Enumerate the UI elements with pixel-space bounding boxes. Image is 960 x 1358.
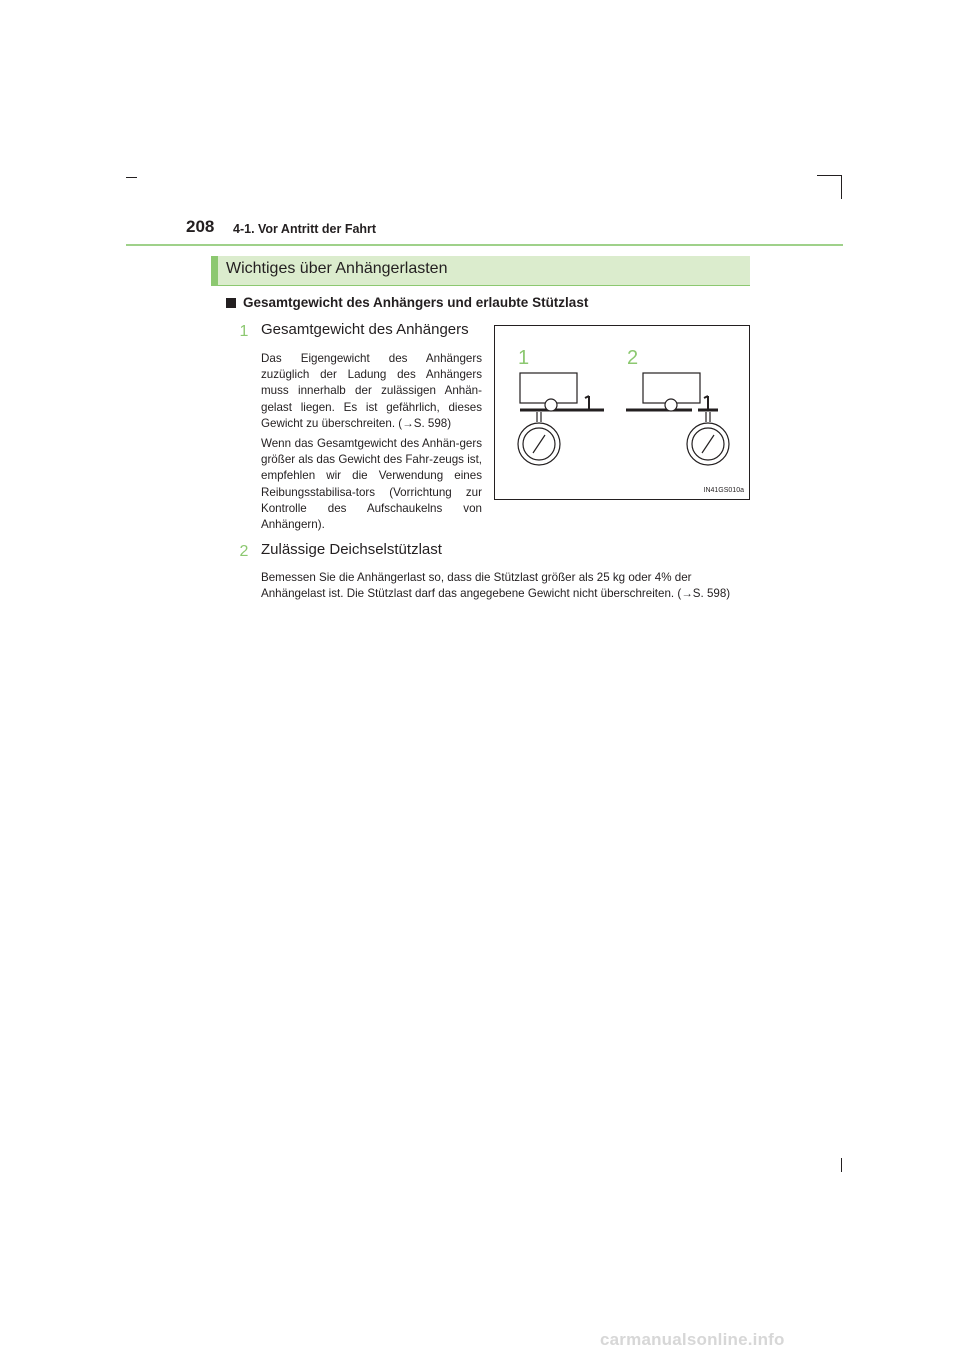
figure-label-1: 1 bbox=[518, 347, 530, 369]
item-1-paragraph-2: Wenn das Gesamtgewicht des Anhän-gers größer als das Gewicht des Fahr-zeugs ist, empfehlen wir die Verwendung eines Reibungsstabilisa-tors (Vorrichtung zur Kontrolle des Aufschaukelns von Anhängern). bbox=[261, 437, 483, 532]
item-1-paragraph-1: Das Eigengewicht des Anhängers zuzüglich der Ladung des Anhängers muss innerhalb der zulässigen Anhän-gelast liegen. Es ist gefährlich, dieses Gewicht zu überschreiten. (→S. 598) bbox=[261, 352, 482, 430]
item-number-2: 2 bbox=[239, 543, 249, 560]
crop-mark-top-right-h bbox=[817, 175, 842, 176]
trailer-total-weight-drawing bbox=[518, 373, 604, 465]
trailer-scale-illustration bbox=[495, 326, 749, 499]
item-number-1: 1 bbox=[239, 323, 249, 340]
section-title: Wichtiges über Anhängerlasten bbox=[226, 260, 448, 277]
trailer-wheel-1 bbox=[545, 399, 557, 411]
square-bullet-icon bbox=[226, 298, 236, 308]
figure-label-2: 2 bbox=[627, 347, 639, 369]
trailer-weight-figure bbox=[494, 325, 750, 500]
subsection-heading: Gesamtgewicht des Anhängers und erlaubte Stützlast bbox=[243, 295, 589, 310]
item-2-paragraph-1: Bemessen Sie die Anhängerlast so, dass die Stützlast größer als 25 kg oder 4% der Anhängelast ist. Die Stützlast darf das angegebene Gewicht nicht überschreiten. (→S. 598) bbox=[261, 571, 731, 601]
page-number: 208 bbox=[186, 217, 215, 236]
header-rule bbox=[126, 244, 843, 246]
tongue-weight-drawing bbox=[626, 373, 729, 465]
trailer-body-1 bbox=[520, 373, 577, 403]
item-title-1: Gesamtgewicht des Anhängers bbox=[261, 321, 469, 338]
trailer-wheel-2 bbox=[665, 399, 677, 411]
item-title-2: Zulässige Deichselstützlast bbox=[261, 541, 442, 558]
figure-code: IN41GS010a bbox=[703, 487, 744, 494]
watermark: carmanualsonline.info bbox=[600, 1330, 785, 1349]
crop-mark-bottom-right bbox=[841, 1158, 842, 1172]
crop-mark-top-left bbox=[126, 177, 137, 178]
crop-mark-top-right-v bbox=[841, 175, 842, 199]
chapter-title: 4-1. Vor Antritt der Fahrt bbox=[233, 222, 377, 236]
